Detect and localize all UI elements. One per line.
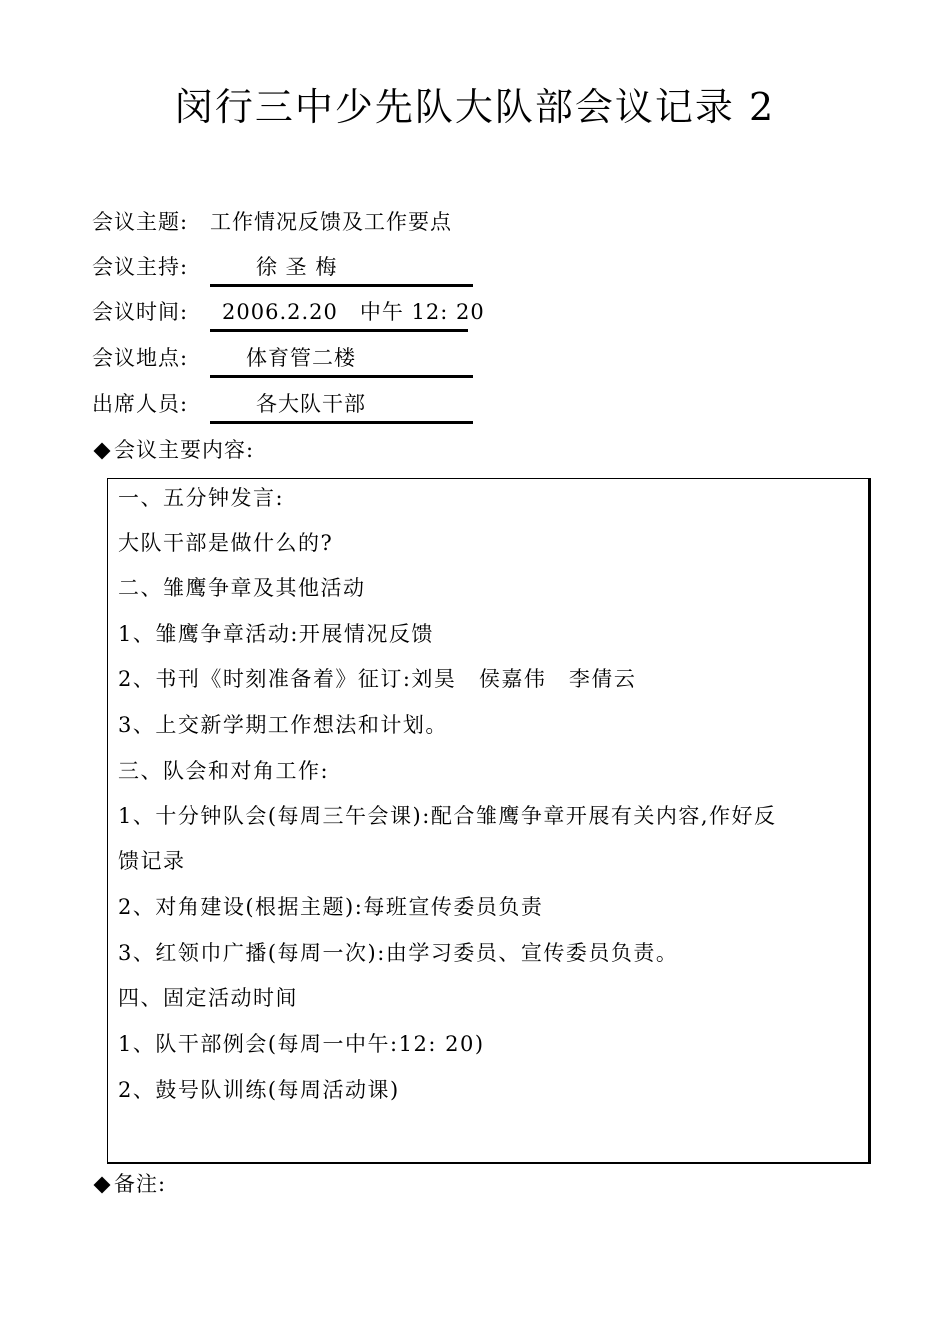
content-line: 1、十分钟队会(每周三午会课):配合雏鹰争章开展有关内容,作好反 [118,804,777,828]
diamond-bullet-icon [94,442,111,459]
content-line: 一、五分钟发言: [118,486,285,510]
meeting-topic-label: 会议主题: [92,210,189,234]
remarks-heading [92,1166,166,1202]
meeting-time-label: 会议时间: [92,300,189,324]
content-line: 馈记录 [118,849,186,873]
meeting-host-label: 会议主持: [92,255,189,279]
content-line: 3、上交新学期工作想法和计划。 [118,713,448,737]
meeting-host-row [92,247,338,287]
attendees-value: 各大队干部 [210,384,473,424]
content-line: 2、鼓号队训练(每周活动课) [118,1078,400,1102]
attendees-row [92,384,366,424]
meeting-topic-value: 工作情况反馈及工作要点 [210,210,452,234]
main-content-heading [92,432,254,468]
meeting-topic-row [92,202,452,242]
diamond-bullet-icon [94,1176,111,1193]
attendees-label: 出席人员: [92,392,189,416]
meeting-place-label: 会议地点: [92,346,189,370]
meeting-place-row [92,338,356,378]
content-line: 2、书刊《时刻准备着》征订:刘昊 侯嘉伟 李倩云 [118,667,637,691]
document-title: 闵行三中少先队大队部会议记录 2 [174,85,776,129]
remarks-heading-text: 备注: [114,1172,167,1196]
meeting-time-value: 2006.2.20 中午 12: 20 [210,292,468,332]
content-line: 三、队会和对角工作: [118,759,330,783]
content-line: 3、红领巾广播(每周一次):由学习委员、宣传委员负责。 [118,941,679,965]
content-line: 1、雏鹰争章活动:开展情况反馈 [118,622,434,646]
content-line: 大队干部是做什么的? [118,531,334,555]
content-line: 二、雏鹰争章及其他活动 [118,576,366,600]
main-content-heading-text: 会议主要内容: [114,438,255,462]
content-line: 2、对角建设(根据主题):每班宣传委员负责 [118,895,544,919]
meeting-host-value: 徐 圣 梅 [210,247,473,287]
meeting-time-row [92,292,485,332]
meeting-place-value: 体育管二楼 [210,338,473,378]
content-line: 四、固定活动时间 [118,986,298,1010]
content-line: 1、队干部例会(每周一中午:12: 20) [118,1032,485,1056]
main-content-box [107,478,871,1164]
